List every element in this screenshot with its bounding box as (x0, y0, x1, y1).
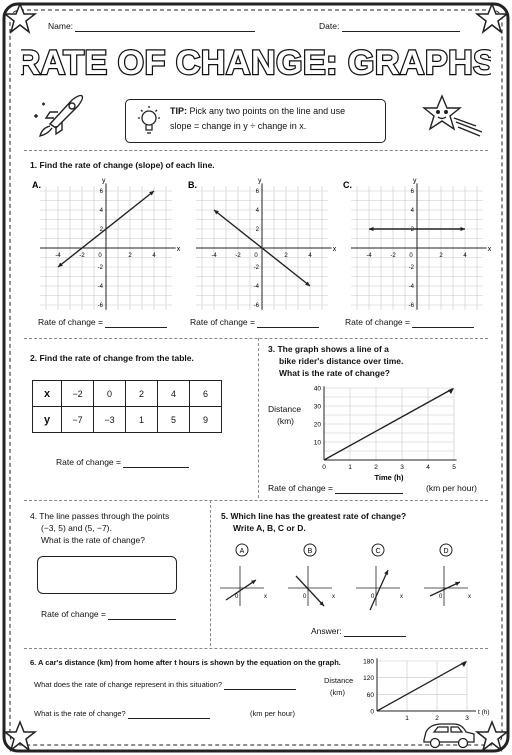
origin-label: 0 (235, 594, 239, 600)
x-tick-label: 4 (463, 253, 467, 259)
q4-answer-label: Rate of change = (41, 609, 106, 619)
x-tick-label: 0 (254, 253, 258, 259)
table-header-y: y (33, 407, 62, 433)
table-cell: −7 (62, 407, 94, 433)
x-tick-label: 4 (308, 253, 312, 259)
x-axis-label: x (400, 594, 403, 600)
option-line (226, 580, 256, 600)
table-cell: −3 (94, 407, 126, 433)
page-title (21, 38, 491, 86)
y-tick-label: 2 (99, 227, 103, 233)
q4-answer-box[interactable] (37, 556, 177, 594)
x-axis-label: Time (h) (374, 473, 404, 482)
x-tick-label: 3 (465, 715, 469, 722)
y-tick-label: 4 (99, 208, 103, 214)
table-cell: 6 (190, 381, 222, 407)
graph-letter: A. (32, 180, 41, 190)
x-tick-label: 2 (435, 715, 439, 722)
name-label: Name: (48, 21, 74, 31)
table-cell: 9 (190, 407, 222, 433)
q6-ylabel-unit: (km) (330, 688, 345, 697)
q1-answer-c[interactable] (345, 317, 474, 328)
rocket-icon (28, 90, 88, 138)
svg-text:RATE OF CHANGE: GRAPHS: RATE OF CHANGE: GRAPHS (21, 44, 491, 82)
y-tick-label: 120 (363, 675, 374, 683)
tip-text-line2: slope = change in y ÷ change in x. (170, 121, 307, 131)
option-letter: C (375, 548, 381, 555)
y-tick-label: 40 (313, 385, 321, 393)
option-line (370, 570, 388, 610)
y-tick-label: 6 (99, 189, 103, 195)
q3-prompt-line3: What is the rate of change? (279, 368, 390, 378)
coordinate-grid (186, 176, 336, 312)
divider (24, 648, 488, 649)
origin-label: 0 (371, 594, 375, 600)
x-tick-label: 1 (348, 464, 352, 471)
q3-ylabel: Distance (268, 404, 302, 414)
x-tick-label: -4 (55, 253, 61, 259)
y-tick-label: 4 (410, 208, 414, 214)
q1-prompt: 1. Find the rate of change (slope) of each line. (30, 160, 215, 170)
y-tick-label: 2 (255, 227, 259, 233)
y-tick-label: 4 (255, 208, 259, 214)
x-tick-label: 4 (152, 253, 156, 259)
answer-line[interactable] (105, 318, 167, 328)
q6-graph (355, 655, 490, 725)
origin-label: 0 (303, 594, 307, 600)
q3-answer-label: Rate of change = (268, 483, 333, 493)
q4-prompt-line1: 4. The line passes through the points (30, 511, 170, 521)
answer-line[interactable] (335, 484, 403, 494)
q6-question2-text: What is the rate of change? (34, 709, 126, 718)
page-title-wrap (0, 38, 512, 91)
y-tick-label: 30 (313, 403, 321, 411)
q3-prompt-line1: 3. The graph shows a line of a (268, 344, 389, 354)
arrowhead (461, 661, 467, 667)
arrowhead (369, 227, 374, 231)
table-cell: 4 (158, 381, 190, 407)
answer-line[interactable] (224, 680, 296, 690)
divider (24, 150, 488, 151)
answer-line[interactable] (344, 627, 406, 637)
table-cell: 0 (94, 381, 126, 407)
x-tick-label: 2 (374, 464, 378, 471)
table-header-x: x (33, 381, 62, 407)
x-axis-label: x (332, 246, 336, 253)
table-cell: 1 (126, 407, 158, 433)
tip-label: TIP: (170, 106, 187, 116)
x-axis-label: x (176, 246, 180, 253)
date-line[interactable] (342, 22, 460, 32)
answer-line[interactable] (108, 610, 176, 620)
answer-line[interactable] (123, 458, 189, 468)
answer-line[interactable] (257, 318, 319, 328)
graph-c (341, 176, 491, 317)
q6-prompt: 6. A car's distance (km) from home after t hours is shown by the equation on the graph. (30, 658, 341, 667)
y-tick-label: 60 (366, 691, 374, 699)
x-tick-label: 2 (128, 253, 132, 259)
x-tick-label: 5 (452, 464, 456, 471)
table-cell: 2 (126, 381, 158, 407)
option-letter: B (307, 548, 313, 555)
table-row (33, 381, 222, 407)
q5-answer-label: Answer: (311, 626, 342, 636)
x-tick-label: 2 (439, 253, 443, 259)
x-tick-label: 1 (405, 715, 409, 722)
y-tick-label: -2 (97, 265, 103, 271)
x-tick-label: -2 (390, 253, 396, 259)
x-tick-label: -2 (235, 253, 241, 259)
y-tick-label: -4 (253, 284, 259, 290)
x-tick-label: 0 (98, 253, 102, 259)
q2-answer-label: Rate of change = (56, 457, 121, 467)
x-tick-label: 4 (426, 464, 430, 471)
q3-unit: (km per hour) (426, 483, 478, 493)
q1-answer-a[interactable] (38, 317, 167, 328)
table-cell: 5 (158, 407, 190, 433)
origin-label: 0 (439, 594, 443, 600)
date-field[interactable] (319, 21, 460, 32)
name-line[interactable] (75, 22, 255, 32)
q3-ylabel-unit: (km) (277, 416, 294, 426)
y-tick-label: 20 (313, 421, 321, 429)
y-tick-label: -2 (408, 265, 414, 271)
y-axis-label: y (102, 177, 106, 185)
q4-answer[interactable] (41, 609, 176, 620)
x-tick-label: 0 (322, 464, 326, 471)
q1-answer-b[interactable] (190, 317, 319, 328)
q3-answer[interactable] (268, 483, 403, 494)
y-tick-label: 6 (410, 189, 414, 195)
y-tick-label: 6 (255, 189, 259, 195)
y-tick-label: 180 (363, 658, 374, 666)
y-tick-label: 10 (313, 439, 321, 447)
divider (24, 500, 488, 501)
x-tick-label: -4 (211, 253, 217, 259)
option-line (296, 576, 324, 606)
y-tick-label: -6 (408, 303, 414, 309)
y-tick-label: -6 (253, 303, 259, 309)
x-tick-label: -2 (79, 253, 85, 259)
name-field[interactable] (48, 21, 255, 32)
x-axis-label: x (332, 594, 335, 600)
x-tick-label: 3 (400, 464, 404, 471)
q2-table (32, 380, 222, 433)
x-axis-label: x (468, 594, 471, 600)
x-axis-label: t (h) (478, 709, 490, 716)
arrowhead (460, 227, 465, 231)
q6-question2[interactable] (34, 708, 210, 719)
x-tick-label: 2 (284, 253, 288, 259)
x-tick-label: 0 (409, 253, 413, 259)
q6-question1-text: What does the rate of change represent in this situation? (34, 680, 223, 689)
x-tick-label: -4 (366, 253, 372, 259)
q5-prompt-line2: Write A, B, C or D. (233, 523, 306, 533)
table-row (33, 407, 222, 433)
answer-line[interactable] (128, 709, 210, 719)
answer-line[interactable] (412, 318, 474, 328)
graph-letter: B. (188, 180, 197, 190)
y-tick-label: -4 (97, 284, 103, 290)
coordinate-grid (30, 176, 180, 312)
divider (210, 500, 211, 646)
y-tick-label: -6 (97, 303, 103, 309)
tip-box (125, 99, 386, 143)
car-icon (420, 718, 478, 750)
q5-answer[interactable] (311, 626, 406, 637)
graph-b (186, 176, 336, 317)
option-letter: D (443, 548, 449, 555)
q3-graph (310, 382, 470, 482)
y-tick-label: 2 (410, 227, 414, 233)
y-tick-label: -4 (408, 284, 414, 290)
q4-prompt-line2: (−3, 5) and (5, −7). (41, 523, 112, 533)
q1-answer-label: Rate of change = (190, 317, 255, 327)
table-cell: −2 (62, 381, 94, 407)
q3-prompt-line2: bike rider's distance over time. (279, 356, 404, 366)
data-line (324, 389, 453, 460)
q2-prompt: 2. Find the rate of change from the table. (30, 353, 194, 363)
smiling-star-icon (420, 92, 490, 140)
q2-answer[interactable] (56, 457, 189, 468)
y-axis-label: y (258, 177, 262, 185)
q6-question1[interactable] (34, 679, 296, 690)
q5-options (212, 538, 492, 618)
lightbulb-icon (132, 102, 166, 140)
coordinate-grid (341, 176, 491, 312)
graph-letter: C. (343, 180, 352, 190)
option-letter: A (239, 548, 245, 555)
q1-answer-label: Rate of change = (345, 317, 410, 327)
graph-a (30, 176, 180, 317)
q6-unit: (km per hour) (250, 709, 296, 718)
date-label: Date: (319, 21, 340, 31)
q1-answer-label: Rate of change = (38, 317, 103, 327)
tip-text-line1: Pick any two points on the line and use (189, 106, 346, 116)
option-line (430, 582, 460, 596)
y-tick-label: -2 (253, 265, 259, 271)
data-line (377, 662, 466, 711)
divider (258, 338, 259, 498)
q4-prompt-line3: What is the rate of change? (41, 535, 145, 545)
y-axis-label: y (413, 177, 417, 185)
q6-ylabel: Distance (324, 676, 354, 685)
q5-prompt-line1: 5. Which line has the greatest rate of change? (221, 511, 407, 521)
x-axis-label: x (487, 246, 491, 253)
y-tick-label: 0 (370, 708, 374, 716)
divider (24, 338, 488, 339)
x-axis-label: x (264, 594, 267, 600)
